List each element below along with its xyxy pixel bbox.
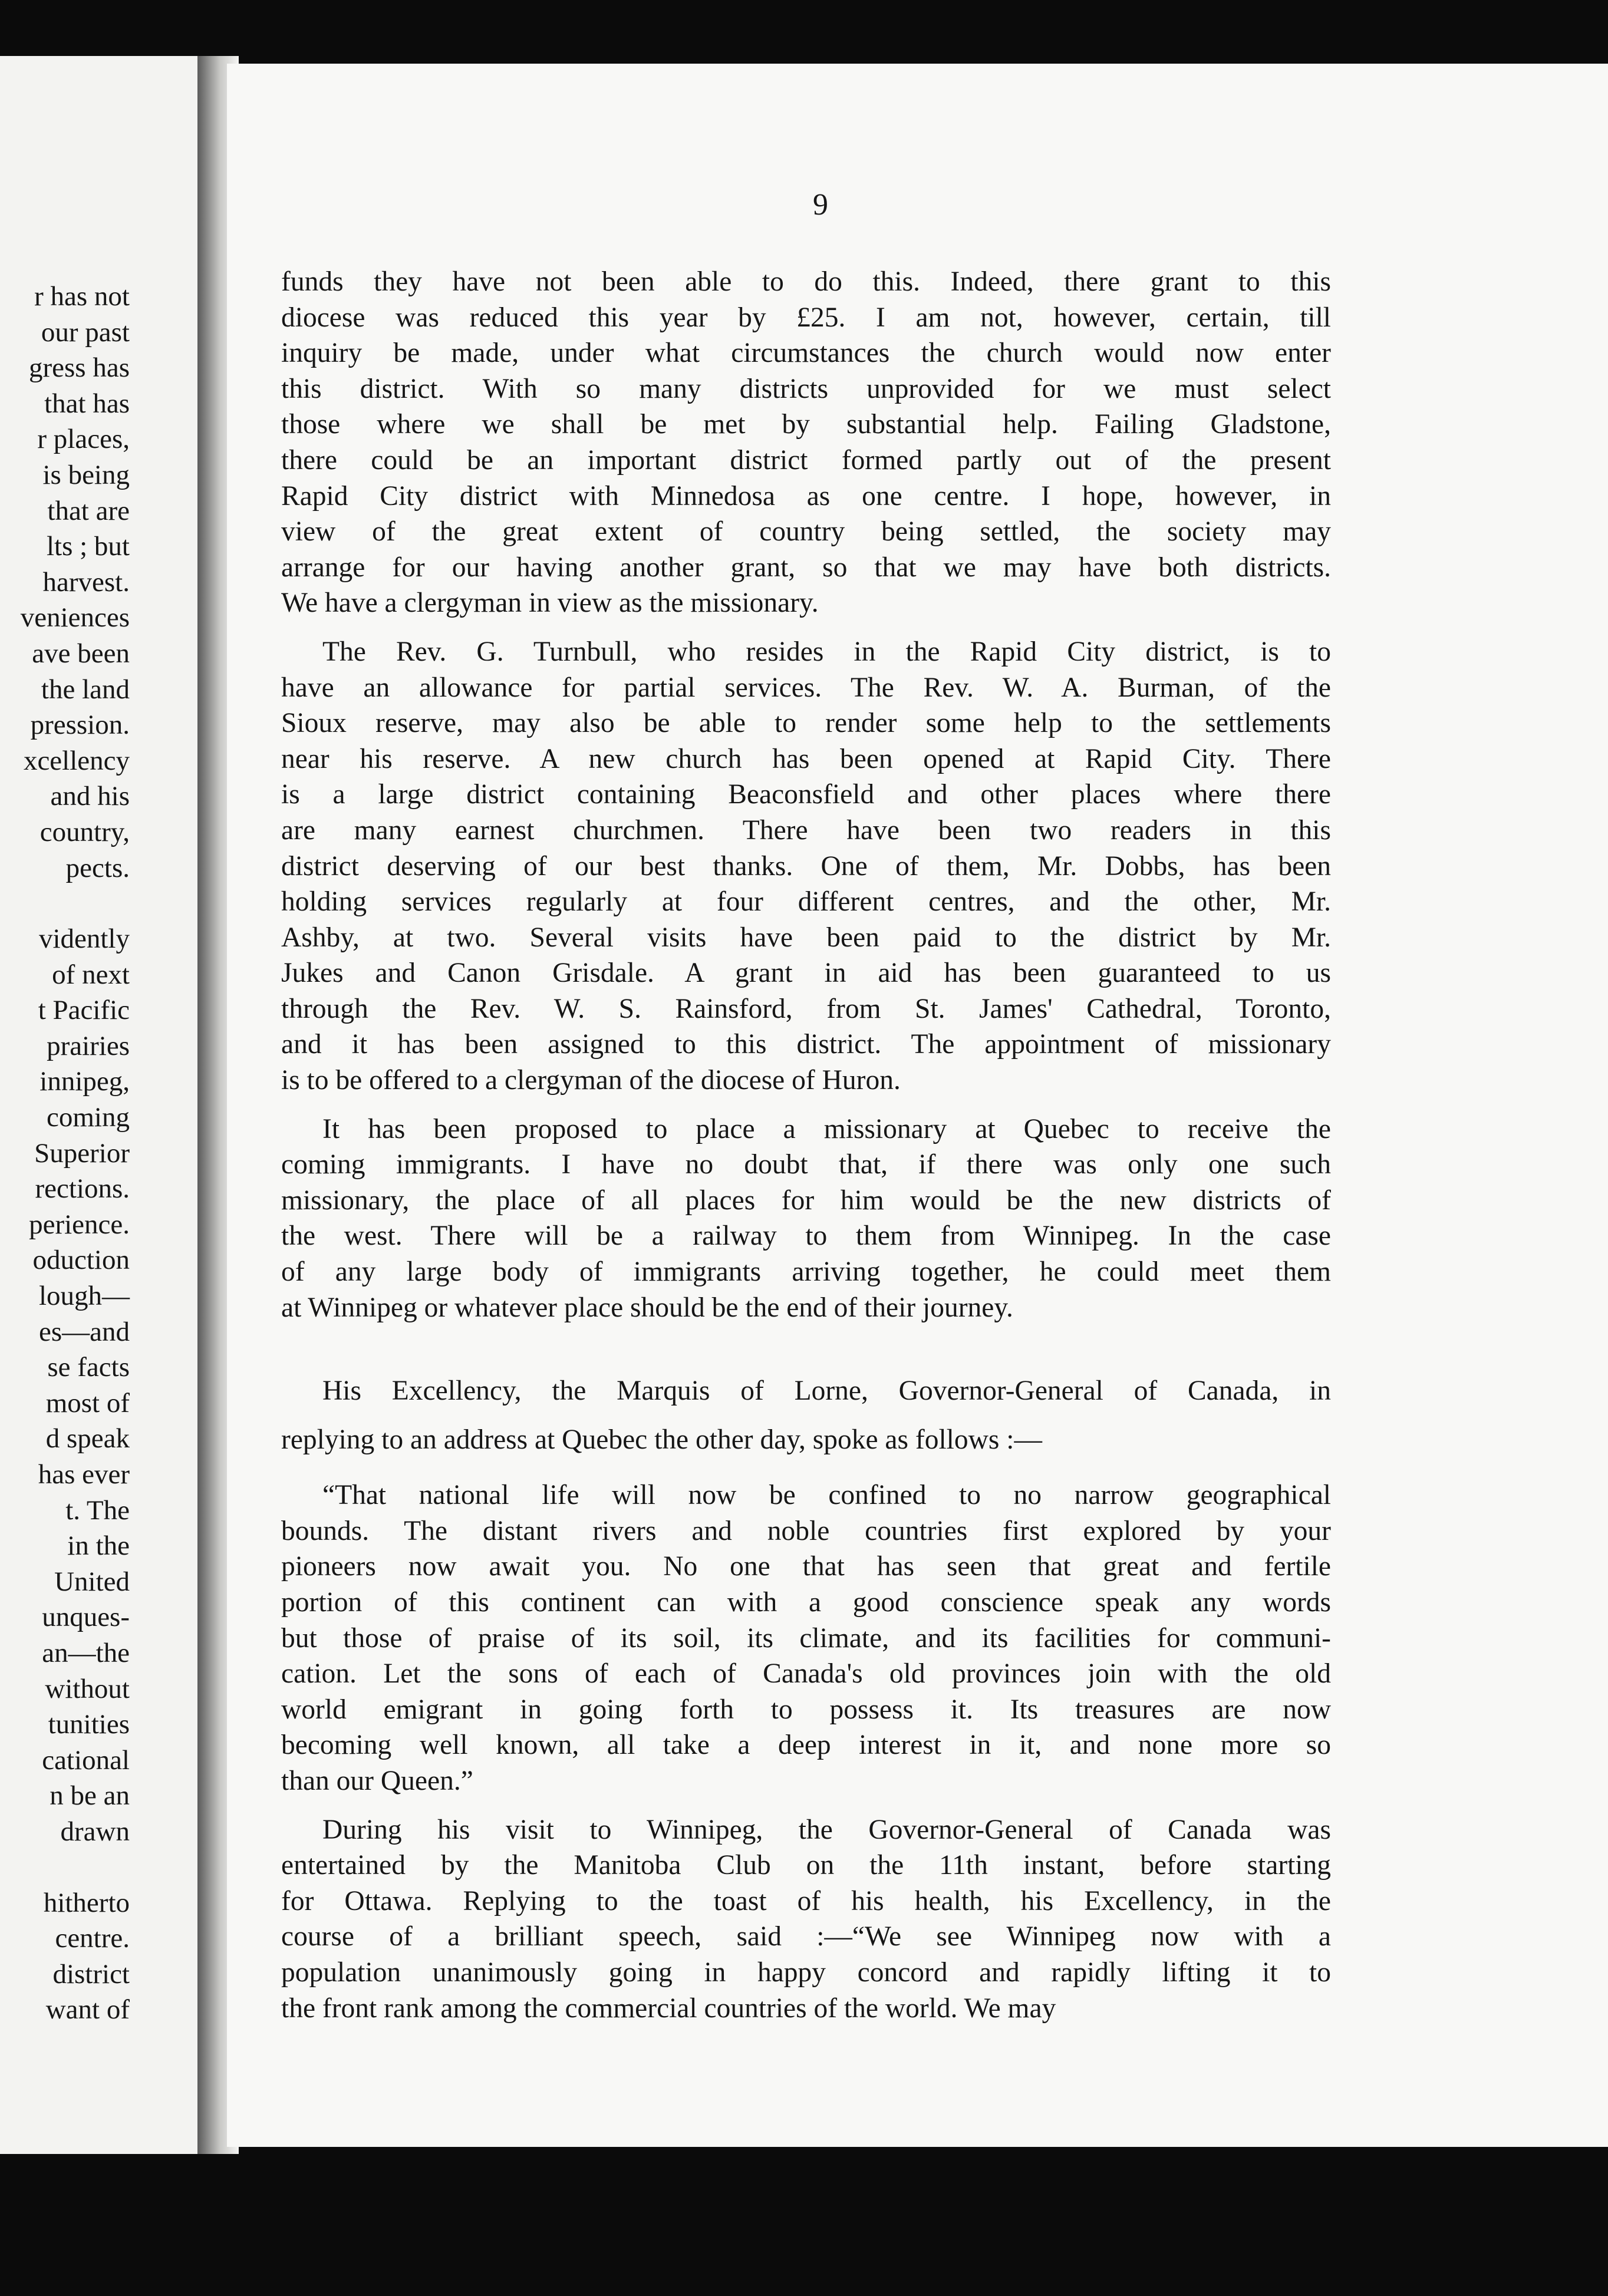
text-line: The Rev. G. Turnbull, who resides in the Rapid City district, is to <box>322 636 1331 667</box>
text-line: course of a brilliant speech, said :—“We see Winnipeg now with a <box>281 1921 1331 1952</box>
left-page-line: r places, <box>37 424 130 455</box>
text-line: inquiry be made, under what circumstances the church would now enter <box>281 338 1331 369</box>
text-line: bounds. The distant rivers and noble countries first explored by your <box>281 1515 1331 1546</box>
left-page-line: es—and <box>38 1316 130 1347</box>
left-page-line <box>0 1850 130 1885</box>
left-page-line: without <box>45 1673 130 1704</box>
left-page-line: country, <box>39 816 130 847</box>
text-line: near his reserve. A new church has been opened at Rapid City. There <box>281 743 1331 774</box>
paragraph-turnbull <box>281 634 1331 1098</box>
text-line: this district. With so many districts unprovided for we must select <box>281 373 1331 404</box>
left-page-text-column <box>0 279 130 2028</box>
text-line: pioneers now await you. No one that has seen that great and fertile <box>281 1551 1331 1582</box>
paragraph-quebec-missionary <box>281 1111 1331 1326</box>
left-page-line: gress has <box>29 352 130 384</box>
left-page-line: pression. <box>30 710 130 741</box>
left-page-line: ave been <box>32 638 130 669</box>
left-page <box>0 56 203 2154</box>
quotation-national-life <box>281 1477 1331 1799</box>
left-page-line: and his <box>50 781 130 812</box>
left-page-line: oduction <box>32 1245 130 1276</box>
left-page-line: xcellency <box>23 745 130 776</box>
left-page-line <box>0 886 130 921</box>
left-page-line: d speak <box>45 1423 130 1454</box>
text-line: holding services regularly at four different centres, and the other, Mr. <box>281 886 1331 918</box>
left-page-line: most of <box>45 1387 130 1418</box>
text-line: Sioux reserve, may also be able to render some help to the settlements <box>281 708 1331 739</box>
text-line: there could be an important district formed partly out of the present <box>281 444 1331 476</box>
left-page-line: tunities <box>48 1709 130 1740</box>
text-line: and it has been assigned to this district. The appointment of missionary <box>281 1029 1331 1060</box>
text-line: for Ottawa. Replying to the toast of his health, his Excellency, in the <box>281 1885 1331 1916</box>
text-line: the front rank among the commercial countries of the world. We may <box>281 1992 1056 2024</box>
left-page-line: want of <box>45 1994 130 2026</box>
text-line: of any large body of immigrants arriving together, he could meet them <box>281 1256 1331 1288</box>
text-line: those where we shall be met by substantial help. Failing Gladstone, <box>281 409 1331 440</box>
left-page-line: of next <box>52 959 130 990</box>
text-line: “That national life will now be confined to no narrow geographical <box>322 1480 1331 1511</box>
left-page-line: hitherto <box>43 1887 130 1918</box>
left-page-line: the land <box>41 674 130 705</box>
paragraph-marquis-of-lorne <box>281 1367 1331 1464</box>
left-page-line: that are <box>47 495 130 526</box>
text-line: It has been proposed to place a missionary at Quebec to receive the <box>322 1113 1331 1144</box>
text-line: Jukes and Canon Grisdale. A grant in aid has been guaranteed to us <box>281 958 1331 989</box>
text-line: During his visit to Winnipeg, the Governor-General of Canada was <box>322 1814 1331 1845</box>
left-page-line: pects. <box>65 852 130 883</box>
text-line: are many earnest churchmen. There have been two readers in this <box>281 814 1331 846</box>
paragraph-funds <box>281 264 1331 621</box>
text-line: We have a clergyman in view as the missionary. <box>281 588 819 619</box>
left-page-line: perience. <box>29 1209 130 1240</box>
page-body <box>281 264 1331 2026</box>
text-line: arrange for our having another grant, so that we may have both districts. <box>281 552 1331 583</box>
left-page-line: is being <box>42 459 130 490</box>
text-line: at Winnipeg or whatever place should be the end of their journey. <box>281 1292 1013 1323</box>
text-line: through the Rev. W. S. Rainsford, from St. James' Cathedral, Toronto, <box>281 993 1331 1024</box>
left-page-line: centre. <box>55 1923 130 1954</box>
text-line: Ashby, at two. Several visits have been paid to the district by Mr. <box>281 922 1331 953</box>
text-line: than our Queen.” <box>281 1765 473 1796</box>
left-page-line: lts ; but <box>46 531 130 562</box>
text-line: but those of praise of its soil, its climate, and its facilities for communi- <box>281 1622 1331 1654</box>
left-page-line: n be an <box>50 1780 130 1812</box>
text-line: have an allowance for partial services. The Rev. W. A. Burman, of the <box>281 672 1331 703</box>
text-line: diocese was reduced this year by £25. I am not, however, certain, till <box>281 302 1331 333</box>
left-page-line: coming <box>47 1102 130 1133</box>
text-line: replying to an address at Quebec the other day, spoke as follows :— <box>281 1424 1042 1456</box>
left-page-line: cational <box>42 1744 130 1776</box>
left-page-line: harvest. <box>42 566 130 598</box>
page-number: 9 <box>813 188 828 222</box>
left-page-line: unques- <box>42 1602 130 1633</box>
left-page-line: that has <box>44 388 130 419</box>
left-page-line: rections. <box>35 1173 130 1205</box>
left-page-line: an—the <box>42 1637 130 1668</box>
text-line: cation. Let the sons of each of Canada's old provinces join with the old <box>281 1658 1331 1690</box>
text-line: district deserving of our best thanks. One of them, Mr. Dobbs, has been <box>281 850 1331 882</box>
text-line: Rapid City district with Minnedosa as one centre. I hope, however, in <box>281 480 1331 512</box>
text-line: population unanimously going in happy concord and rapidly lifting it to <box>281 1957 1331 1988</box>
text-line: funds they have not been able to do this. Indeed, there grant to this <box>281 266 1331 297</box>
left-page-line: drawn <box>60 1816 130 1847</box>
text-line: missionary, the place of all places for him would be the new districts of <box>281 1185 1331 1216</box>
left-page-line: Superior <box>34 1137 130 1169</box>
left-page-line: veniences <box>20 602 130 634</box>
text-line: is a large district containing Beaconsfield and other places where there <box>281 779 1331 810</box>
left-page-line: t. The <box>65 1495 130 1526</box>
left-page-line: vidently <box>38 923 130 955</box>
left-page-line: district <box>52 1958 130 1990</box>
left-page-line: has ever <box>38 1459 130 1490</box>
paragraph-winnipeg-visit <box>281 1812 1331 2027</box>
left-page-line: se facts <box>47 1352 130 1383</box>
left-page-line: innipeg, <box>39 1066 130 1097</box>
text-line: world emigrant in going forth to possess it. Its treasures are now <box>281 1694 1331 1725</box>
text-line: is to be offered to a clergyman of the diocese of Huron. <box>281 1065 901 1096</box>
left-page-line: lough— <box>38 1281 130 1312</box>
text-line: coming immigrants. I have no doubt that, if there was only one such <box>281 1149 1331 1180</box>
left-page-line: our past <box>41 316 130 348</box>
left-page-line: United <box>54 1566 130 1597</box>
text-line: His Excellency, the Marquis of Lorne, Governor-General of Canada, in <box>322 1375 1331 1407</box>
text-line: entertained by the Manitoba Club on the 11th instant, before starting <box>281 1850 1331 1881</box>
left-page-line: r has not <box>34 281 130 312</box>
text-line: view of the great extent of country being settled, the society may <box>281 516 1331 547</box>
text-line: becoming well known, all take a deep interest in it, and none more so <box>281 1730 1331 1761</box>
text-line: the west. There will be a railway to them from Winnipeg. In the case <box>281 1220 1331 1252</box>
text-line: portion of this continent can with a good conscience speak any words <box>281 1587 1331 1618</box>
left-page-line: in the <box>67 1530 130 1562</box>
left-page-line: t Pacific <box>38 995 130 1026</box>
left-page-line: prairies <box>47 1030 130 1061</box>
